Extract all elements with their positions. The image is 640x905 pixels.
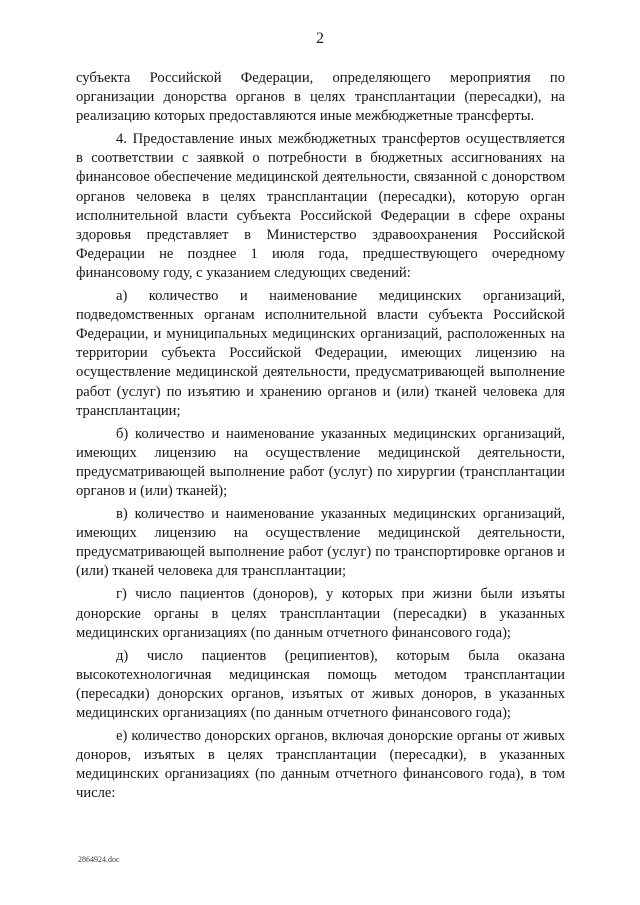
paragraph-item-4: 4. Предоставление иных межбюджетных трансфертов осуществляется в соответствии с заявкой о потребности в бюджетных ассигнованиях на финансовое обеспечение медицинской деятельности, связанной с донорством органов человека в целях трансплантации (пересадки), которую орган исполнительной власти субъекта Российской Федерации в сфере охраны здоровья представляет в Министерство здравоохранения Российской Федерации не позднее 1 июля года, предшествующего очередному финансовому году, с указанием следующих сведений: (76, 131, 565, 281)
body-text (76, 69, 565, 803)
paragraph-subitem-g: г) число пациентов (доноров), у которых при жизни были изъяты донорские органы в целях трансплантации (пересадки) в указанных медицинских организациях (по данным отчетного финансового года); (76, 586, 565, 641)
paragraph-subitem-e: е) количество донорских органов, включая донорские органы от живых доноров, изъятых в целях трансплантации (пересадки), в указанных медицинских организациях (по данным отчетного финансового года), в том числе: (76, 728, 565, 802)
paragraph-subitem-v: в) количество и наименование указанных медицинских организаций, имеющих лицензию на осуществление медицинской деятельности, предусматривающей выполнение работ (услуг) по транспортировке органов и (или) тканей человека для трансплантации; (76, 506, 565, 580)
footer-filename: 2864924.doc (78, 855, 120, 864)
paragraph-subitem-b: б) количество и наименование указанных медицинских организаций, имеющих лицензию на осуществление медицинской деятельности, предусматривающей выполнение работ (услуг) по хирургии (трансплантации органов и (или) тканей); (76, 425, 565, 499)
paragraph-subitem-a: а) количество и наименование медицинских организаций, подведомственных органам исполнительной власти субъекта Российской Федерации, и муниципальных медицинских организаций, расположенных на территории субъекта Российской Федерации, имеющих лицензию на осуществление медицинской деятельности, предусматривающей выполнение работ (услуг) по изъятию и хранению органов и (или) тканей человека для трансплантации; (76, 288, 565, 419)
paragraph-subitem-d: д) число пациентов (реципиентов), которым была оказана высокотехнологичная медицинская помощь методом трансплантации (пересадки) донорских органов, изъятых от живых доноров, в указанных медицинских организациях (по данным отчетного финансового года); (76, 647, 565, 721)
paragraph-continuation: субъекта Российской Федерации, определяющего мероприятия по организации донорства органов в целях трансплантации (пересадки), на реализацию которых предоставляются иные межбюджетные трансферты. (76, 70, 565, 125)
page-number: 2 (316, 30, 324, 47)
